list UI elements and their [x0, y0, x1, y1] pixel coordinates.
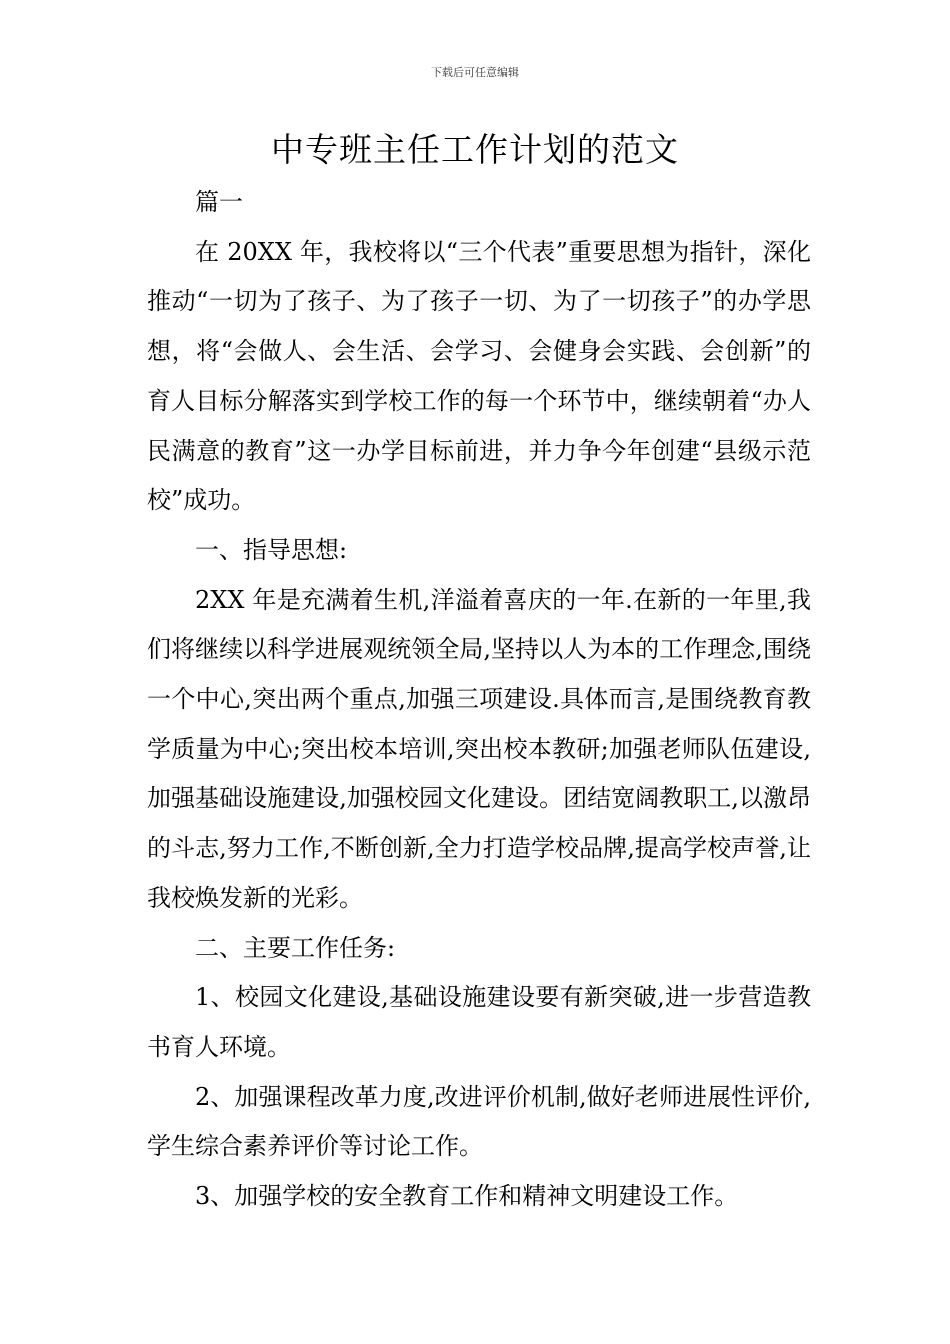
document-body — [147, 178, 811, 1222]
task-item-3: 3、加强学校的安全教育工作和精神文明建设工作。 — [195, 1182, 739, 1211]
paragraph-section-label: 篇一 — [195, 188, 243, 216]
header-note: 下载后可任意编辑 — [431, 66, 519, 79]
paragraph-guiding-ideology: 2XX 年是充满着生机,洋溢着喜庆的一年.在新的一年里,我们将继续以科学进展观统领全局,坚持以人为本的工作理念,围绕一个中心,突出两个重点,加强三项建设.具体而言,是围绕教育教学质量为中心;突出校本培训,突出校本教研;加强老师队伍建设,加强基础设施建设,加强校园文化建设。团结宽阔教职工,以激昂的斗志,努力工作,不断创新,全力打造学校品牌,提高学校声誉,让我校焕发新的光彩。 — [147, 585, 811, 912]
heading-main-tasks: 二、主要工作任务: — [195, 933, 396, 962]
document-title: 中专班主任工作计划的范文 — [271, 130, 679, 169]
paragraph-intro: 在 20XX 年，我校将以“三个代表”重要思想为指针，深化推动“一切为了孩子、为了孩子一切、为了一切孩子”的办学思想，将“会做人、会生活、会学习、会健身会实践、会创新”的育人目标分解落实到学校工作的每一个环节中，继续朝着“办人民满意的教育”这一办学目标前进，并力争今年创建“县级示范校”成功。 — [147, 237, 811, 515]
heading-guiding-ideology: 一、指导思想: — [195, 535, 348, 564]
task-item-2: 2、加强课程改革力度,改进评价机制,做好老师进展性评价,学生综合素养评价等讨论工作。 — [147, 1082, 811, 1161]
task-item-1: 1、校园文化建设,基础设施建设要有新突破,进一步营造教书育人环境。 — [147, 983, 811, 1061]
